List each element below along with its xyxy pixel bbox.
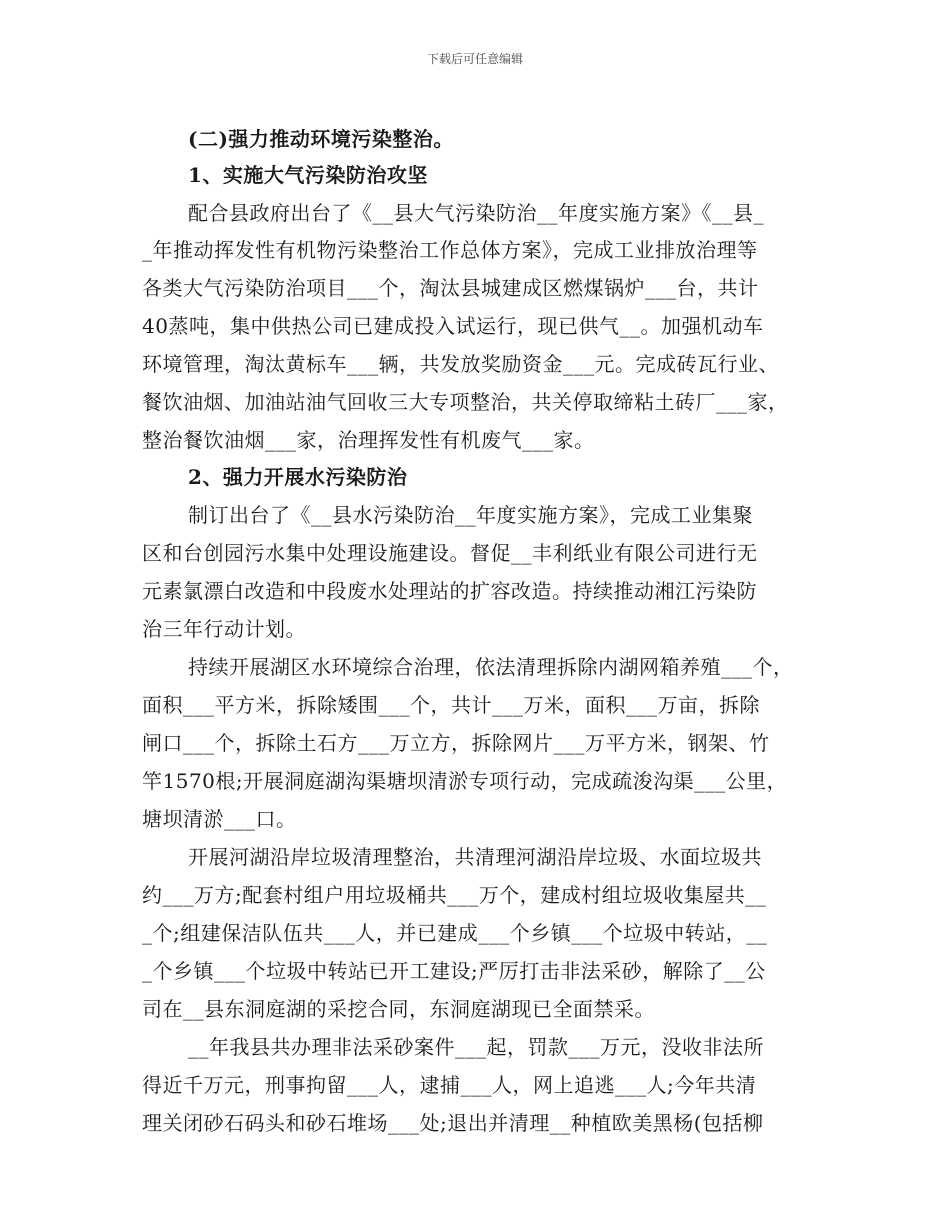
paragraph-line: 各类大气污染防治项目___个，淘汰县城建成区燃煤锅炉___台，共计 bbox=[142, 276, 759, 300]
paragraph-line: 治三年行动计划。 bbox=[142, 617, 306, 641]
paragraph-line: 约___万方;配套村组户用垃圾桶共___万个，建成村组垃圾收集屋共__ bbox=[142, 883, 767, 907]
paragraph-line: 制订出台了《__县水污染防治__年度实施方案》，完成工业集聚 bbox=[188, 503, 753, 527]
paragraph-line: 元素氯漂白改造和中段废水处理站的扩容改造。持续推动湘江污染防 bbox=[142, 579, 757, 603]
paragraph-line: 整治餐饮油烟___家，治理挥发性有机废气___家。 bbox=[142, 428, 595, 452]
paragraph-line: 区和台创园污水集中处理设施建设。督促__丰利纸业有限公司进行无 bbox=[142, 541, 758, 565]
paragraph-line: 环境管理，淘汰黄标车___辆，共发放奖励资金___元。完成砖瓦行业、 bbox=[142, 352, 779, 376]
paragraph-line: 配合县政府出台了《__县大气污染防治__年度实施方案》《__县_ bbox=[188, 201, 764, 225]
paragraph-line: _个乡镇___个垃圾中转站已开工建设;严厉打击非法采砂，解除了__公 bbox=[142, 959, 766, 983]
paragraph-line: 竿1570根;开展洞庭湖沟渠塘坝清淤专项行动，完成疏浚沟渠___公里， bbox=[142, 769, 788, 793]
section-heading: (二)强力推动环境污染整治。 bbox=[188, 127, 454, 151]
paragraph-line: 塘坝清淤___口。 bbox=[142, 807, 297, 831]
paragraph-line: 餐饮油烟、加油站油气回收三大专项整治，共关停取缔粘土砖厂___家， bbox=[142, 390, 789, 414]
section-heading: 1、实施大气污染防治攻坚 bbox=[188, 163, 428, 187]
page-header: 下载后可任意编辑 bbox=[426, 52, 523, 66]
paragraph-line: 开展河湖沿岸垃圾清理整治，共清理河湖沿岸垃圾、水面垃圾共 bbox=[188, 845, 762, 869]
paragraph-line: 司在__县东洞庭湖的采挖合同，东洞庭湖现已全面禁采。 bbox=[142, 997, 655, 1021]
paragraph-line: _个;组建保洁队伍共___人，并已建成___个乡镇___个垃圾中转站，__ bbox=[142, 921, 768, 945]
paragraph-line: 持续开展湖区水环境综合治理，依法清理拆除内湖网箱养殖___个， bbox=[188, 655, 794, 679]
paragraph-line: 得近千万元，刑事拘留___人，逮捕___人，网上追逃___人;今年共清 bbox=[142, 1073, 757, 1097]
paragraph-line: __年我县共办理非法采砂案件___起，罚款___万元，没收非法所 bbox=[188, 1035, 764, 1059]
section-heading: 2、强力开展水污染防治 bbox=[188, 465, 408, 489]
paragraph-line: _年推动挥发性有机物污染整治工作总体方案》，完成工业排放治理等 bbox=[142, 238, 758, 262]
paragraph-line: 理关闭砂石码头和砂石堆场___处;退出并清理__种植欧美黑杨(包括柳 bbox=[142, 1111, 764, 1135]
paragraph-line: 40蒸吨，集中供热公司已建成投入试运行，现已供气__。加强机动车 bbox=[142, 314, 764, 338]
paragraph-line: 面积___平方米，拆除矮围___个，共计___万米，面积___万亩，拆除 bbox=[142, 693, 760, 717]
paragraph-line: 闸口___个，拆除土石方___万立方，拆除网片___万平方米，钢架、竹 bbox=[142, 731, 770, 755]
